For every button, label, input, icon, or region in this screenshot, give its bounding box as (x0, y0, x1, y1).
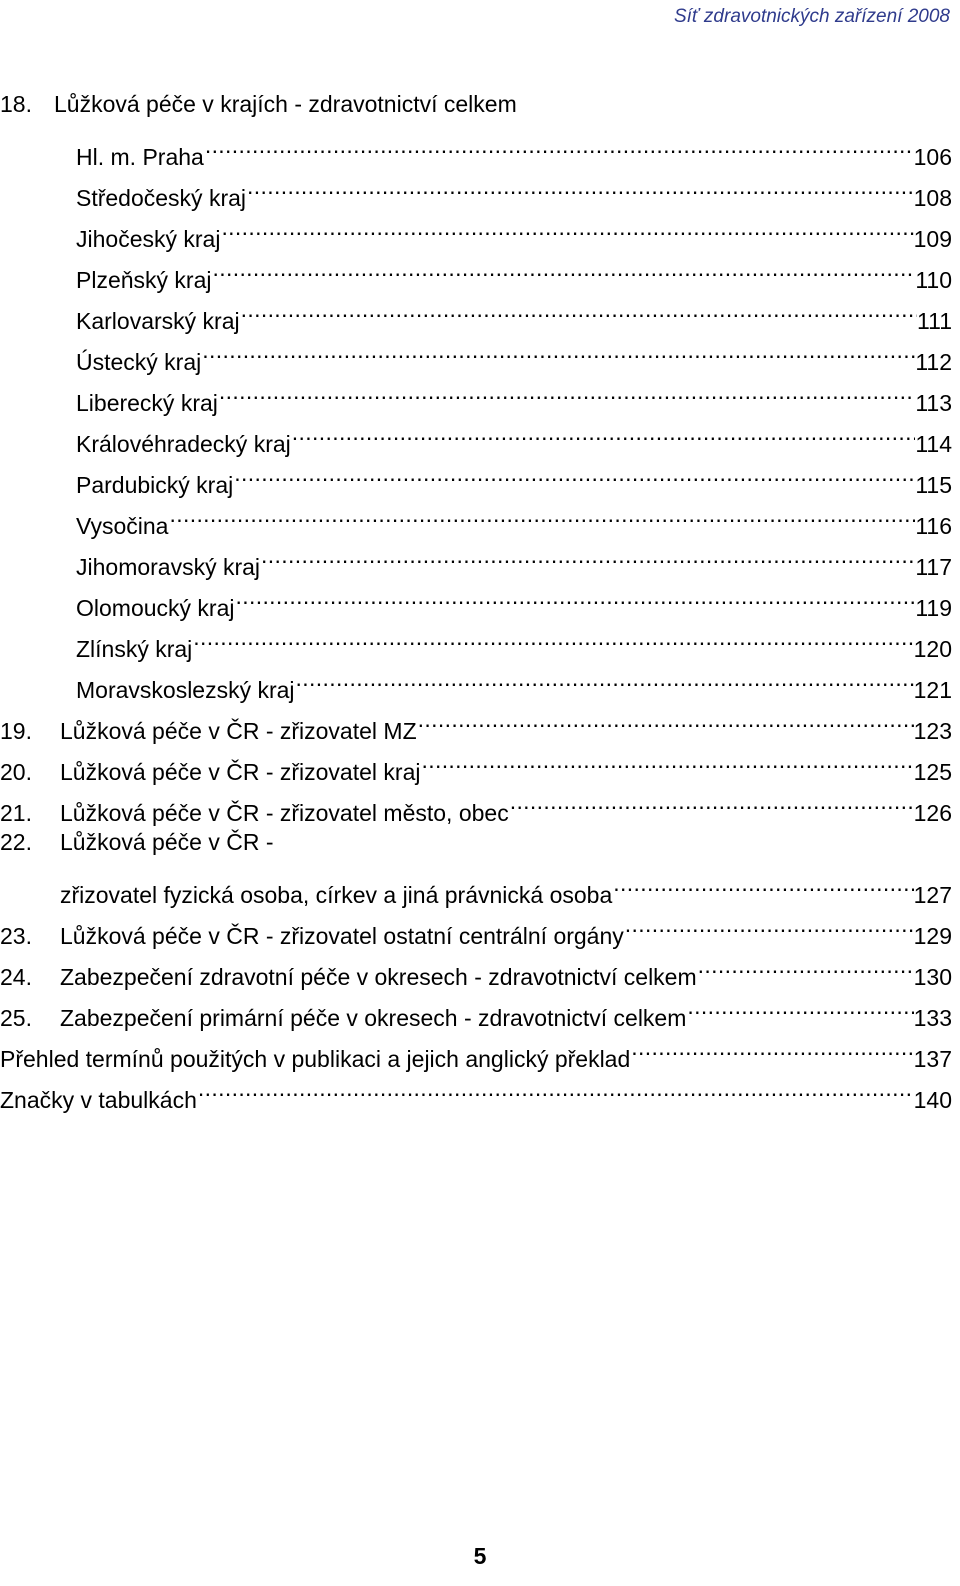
toc-item-label: Plzeňský kraj (76, 267, 212, 293)
dot-leader (247, 166, 914, 206)
toc-page-number: 114 (915, 431, 952, 457)
toc-item-label: Olomoucký kraj (76, 595, 235, 621)
toc-entry[interactable] (0, 740, 952, 785)
toc-item[interactable] (0, 412, 952, 457)
toc-item[interactable] (0, 371, 952, 416)
toc-item-label: Moravskoslezský kraj (76, 677, 295, 703)
toc-page-number: 116 (915, 513, 952, 539)
toc-item[interactable] (0, 658, 952, 703)
toc-page-number: 111 (917, 308, 952, 334)
dot-leader (421, 740, 913, 780)
toc-number: 20. (0, 759, 32, 785)
dot-leader (418, 699, 914, 739)
dot-leader (193, 617, 913, 657)
toc-page-number: 137 (913, 1046, 952, 1072)
toc-title: Značky v tabulkách (0, 1087, 197, 1113)
dot-leader (698, 945, 914, 985)
dot-leader (292, 412, 916, 452)
toc-page-number: 126 (913, 800, 952, 826)
toc-item[interactable] (0, 248, 952, 293)
toc-title: Lůžková péče v ČR - zřizovatel kraj (60, 759, 421, 785)
dot-leader (221, 207, 913, 247)
toc-item-label: Karlovarský kraj (76, 308, 240, 334)
dot-leader (625, 904, 914, 944)
toc-item-label: Jihomoravský kraj (76, 554, 261, 580)
toc-page-number: 115 (915, 472, 952, 498)
toc-number: 18. (0, 91, 32, 117)
toc-item[interactable] (0, 535, 952, 580)
dot-leader (261, 535, 915, 575)
dot-leader (169, 494, 915, 534)
toc-number: 23. (0, 923, 32, 949)
toc-title: Lůžková péče v ČR - zřizovatel MZ (60, 718, 417, 744)
running-header: Síť zdravotnických zařízení 2008 (673, 6, 950, 27)
toc-title-continued: zřizovatel fyzická osoba, církev a jiná právnická osoba (60, 882, 613, 908)
toc-page-number: 129 (913, 923, 952, 949)
toc-title: Lůžková péče v ČR - zřizovatel ostatní centrální orgány (60, 923, 624, 949)
toc-page-number: 133 (913, 1005, 952, 1031)
toc-entry[interactable] (0, 904, 952, 949)
toc-page-number: 123 (913, 718, 952, 744)
toc-item-label: Hl. m. Praha (76, 144, 204, 170)
toc-item-label: Pardubický kraj (76, 472, 234, 498)
toc-page-number: 117 (915, 554, 952, 580)
dot-leader (205, 125, 914, 165)
toc-item-label: Jihočeský kraj (76, 226, 221, 252)
toc-item[interactable] (0, 330, 952, 375)
toc-page-number: 125 (913, 759, 952, 785)
toc-title: Zabezpečení zdravotní péče v okresech - zdravotnictví celkem (60, 964, 697, 990)
dot-leader (687, 986, 913, 1026)
toc-title: Lůžková péče v ČR - zřizovatel město, obec (60, 800, 509, 826)
toc-appendix-entry[interactable] (0, 1027, 952, 1072)
toc-page-number: 113 (915, 390, 952, 416)
toc-item-label: Královéhradecký kraj (76, 431, 291, 457)
dot-leader (235, 576, 915, 616)
toc-item-label: Vysočina (76, 513, 169, 539)
toc-number: 21. (0, 800, 32, 826)
page-number-text: 5 (473, 1543, 487, 1569)
dot-leader (296, 658, 914, 698)
toc-title: Zabezpečení primární péče v okresech - zdravotnictví celkem (60, 1005, 687, 1031)
toc-page-number: 120 (913, 636, 952, 662)
toc-entry-22-line1[interactable] (0, 822, 273, 862)
page-number (0, 1543, 960, 1570)
toc-page-number: 130 (913, 964, 952, 990)
toc-number: 24. (0, 964, 32, 990)
dot-leader (234, 453, 915, 493)
toc-entry[interactable] (0, 945, 952, 990)
toc-page-number: 140 (913, 1087, 952, 1113)
dot-leader (198, 1068, 914, 1108)
dot-leader (613, 863, 913, 903)
toc-page-number: 109 (913, 226, 952, 252)
toc-page-number: 110 (915, 267, 952, 293)
toc-appendix-entry[interactable] (0, 1068, 952, 1113)
toc-page-number: 112 (915, 349, 952, 375)
toc-title: Lůžková péče v krajích - zdravotnictví celkem (53, 91, 517, 117)
toc-item[interactable] (0, 207, 952, 252)
dot-leader (202, 330, 915, 370)
toc-number: 19. (0, 718, 32, 744)
toc-entry[interactable] (0, 781, 952, 826)
toc-section-18-heading (0, 84, 517, 124)
toc-item[interactable] (0, 576, 952, 621)
dot-leader (219, 371, 915, 411)
toc-item[interactable] (0, 166, 952, 211)
toc-page-number: 106 (913, 144, 952, 170)
dot-leader (631, 1027, 913, 1067)
toc-item-label: Středočeský kraj (76, 185, 247, 211)
toc-page-number: 119 (915, 595, 952, 621)
toc-entry[interactable] (0, 986, 952, 1031)
toc-item-label: Liberecký kraj (76, 390, 218, 416)
toc-entry-22-line2[interactable] (0, 863, 952, 908)
toc-page-number: 127 (913, 882, 952, 908)
toc-item[interactable] (0, 494, 952, 539)
toc-page-number: 108 (913, 185, 952, 211)
toc-item[interactable] (0, 453, 952, 498)
toc-page-number: 121 (913, 677, 952, 703)
toc-number: 25. (0, 1005, 32, 1031)
toc-item[interactable] (0, 125, 952, 170)
dot-leader (212, 248, 915, 288)
toc-item[interactable] (0, 289, 952, 334)
toc-title: Přehled termínů použitých v publikaci a jejich anglický překlad (0, 1046, 631, 1072)
toc-item[interactable] (0, 617, 952, 662)
dot-leader (241, 289, 917, 329)
toc-item-label: Ústecký kraj (76, 349, 202, 375)
toc-entry[interactable] (0, 699, 952, 744)
toc-title: Lůžková péče v ČR - (60, 829, 274, 855)
dot-leader (510, 781, 914, 821)
toc-number: 22. (0, 829, 32, 855)
toc-item-label: Zlínský kraj (76, 636, 193, 662)
